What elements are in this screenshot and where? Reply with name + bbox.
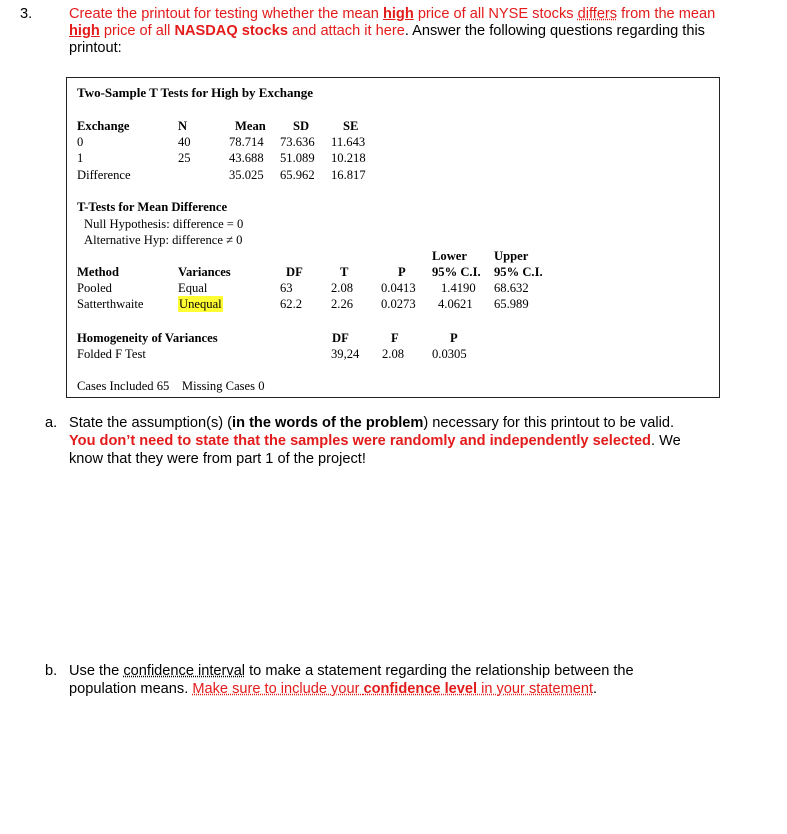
col-header-mean: Mean xyxy=(235,119,266,133)
cell-method: Pooled xyxy=(77,281,112,295)
part-b-text: population means. xyxy=(69,681,193,697)
cell-df: 39,24 xyxy=(331,347,360,361)
question-text: . Answer the following questions regarding this xyxy=(404,23,705,39)
part-b-line-2 xyxy=(69,680,597,698)
cell-sd: 73.636 xyxy=(280,135,315,149)
row-label: 1 xyxy=(77,151,84,165)
part-a-line-1 xyxy=(69,414,674,432)
cell-p: 0.0273 xyxy=(381,297,416,311)
col-header-se: SE xyxy=(343,119,359,133)
part-a-text: State the assumption(s) ( xyxy=(69,415,233,431)
cell-variances: Equal xyxy=(178,281,208,295)
question-line-2 xyxy=(69,22,705,40)
col-header-lower-top: Lower xyxy=(432,249,467,263)
cell-sd: 51.089 xyxy=(280,151,315,165)
part-a-text: . We xyxy=(650,433,681,449)
cell-se: 11.643 xyxy=(331,135,366,149)
col-header-df: DF xyxy=(286,265,303,279)
col-header-upper-top: Upper xyxy=(494,249,529,263)
part-b-note: in your statement xyxy=(477,681,594,697)
row-label: Folded F Test xyxy=(77,347,146,361)
part-b-note: Make sure to include your xyxy=(192,681,364,697)
part-b-note-bold: confidence level xyxy=(363,681,478,697)
part-b-text: to make a statement regarding the relationship between the xyxy=(245,663,634,679)
emphasis-high: high xyxy=(69,23,100,39)
part-a-line-3: know that they were from part 1 of the project! xyxy=(69,451,366,467)
cell-upper: 68.632 xyxy=(494,281,529,295)
cell-lower: 4.0621 xyxy=(438,297,473,311)
cell-n: 40 xyxy=(178,135,191,149)
col-header-df: DF xyxy=(332,331,349,345)
cell-se: 16.817 xyxy=(331,168,366,182)
part-a-emphasis: in the words of the problem xyxy=(232,415,424,431)
part-b-text: . xyxy=(593,681,598,697)
part-b-text: Use the xyxy=(69,663,124,679)
alternative-hypothesis: Alternative Hyp: difference ≠ 0 xyxy=(84,233,243,247)
cell-lower: 1.4190 xyxy=(441,281,476,295)
cell-f: 2.08 xyxy=(382,347,405,361)
cell-method: Satterthwaite xyxy=(77,297,144,311)
col-header-exchange: Exchange xyxy=(77,119,130,133)
question-text: Create the printout for testing whether the mean xyxy=(69,6,383,22)
null-hypothesis: Null Hypothesis: difference = 0 xyxy=(84,217,244,231)
question-text: from the mean xyxy=(617,6,716,22)
cell-df: 62.2 xyxy=(280,297,303,311)
col-header-p: P xyxy=(450,331,458,345)
cell-mean: 35.025 xyxy=(229,168,264,182)
cell-se: 10.218 xyxy=(331,151,366,165)
row-label: 0 xyxy=(77,135,84,149)
emphasis-high: high xyxy=(382,6,414,22)
col-header-lower-bottom: 95% C.I. xyxy=(432,265,481,279)
cell-variances-highlighted: Unequal xyxy=(179,297,222,311)
ttests-title: T-Tests for Mean Difference xyxy=(77,200,228,214)
cell-t: 2.26 xyxy=(331,297,354,311)
col-header-p: P xyxy=(398,265,406,279)
emphasis-differs: differs xyxy=(577,6,618,22)
cell-p: 0.0413 xyxy=(381,281,416,295)
col-header-sd: SD xyxy=(293,119,310,133)
cell-upper: 65.989 xyxy=(494,297,529,311)
cell-n: 25 xyxy=(178,151,191,165)
cell-mean: 78.714 xyxy=(229,135,264,149)
cell-sd: 65.962 xyxy=(280,168,315,182)
question-line-1 xyxy=(69,5,715,23)
question-number: 3. xyxy=(20,6,33,22)
cell-df: 63 xyxy=(280,281,293,295)
cases-summary: Cases Included 65 Missing Cases 0 xyxy=(77,379,265,393)
col-header-upper-bottom: 95% C.I. xyxy=(494,265,543,279)
question-text: price of all xyxy=(99,23,175,39)
emphasis-nasdaq: NASDAQ stocks xyxy=(174,23,288,39)
homogeneity-title: Homogeneity of Variances xyxy=(77,331,218,345)
part-b-marker: b. xyxy=(45,663,58,679)
question-line-3: printout: xyxy=(69,40,122,56)
col-header-n: N xyxy=(178,119,188,133)
part-b-line-1 xyxy=(69,662,634,680)
part-a-line-2 xyxy=(69,432,681,450)
part-a-text: ) necessary for this printout to be valid. xyxy=(423,415,675,431)
cell-mean: 43.688 xyxy=(229,151,264,165)
col-header-method: Method xyxy=(77,265,119,279)
question-text: price of all NYSE stocks xyxy=(413,6,578,22)
col-header-f: F xyxy=(391,331,399,345)
cell-t: 2.08 xyxy=(331,281,354,295)
cell-p: 0.0305 xyxy=(432,347,467,361)
col-header-t: T xyxy=(340,265,349,279)
part-a-note: You don’t need to state that the samples were randomly and independently selected xyxy=(69,433,651,449)
question-text: and attach it here xyxy=(287,23,405,39)
part-a-marker: a. xyxy=(45,415,58,431)
part-b-emphasis: confidence interval xyxy=(123,663,246,679)
printout-title: Two-Sample T Tests for High by Exchange xyxy=(77,85,313,100)
col-header-variances: Variances xyxy=(178,265,231,279)
row-label: Difference xyxy=(77,168,131,182)
